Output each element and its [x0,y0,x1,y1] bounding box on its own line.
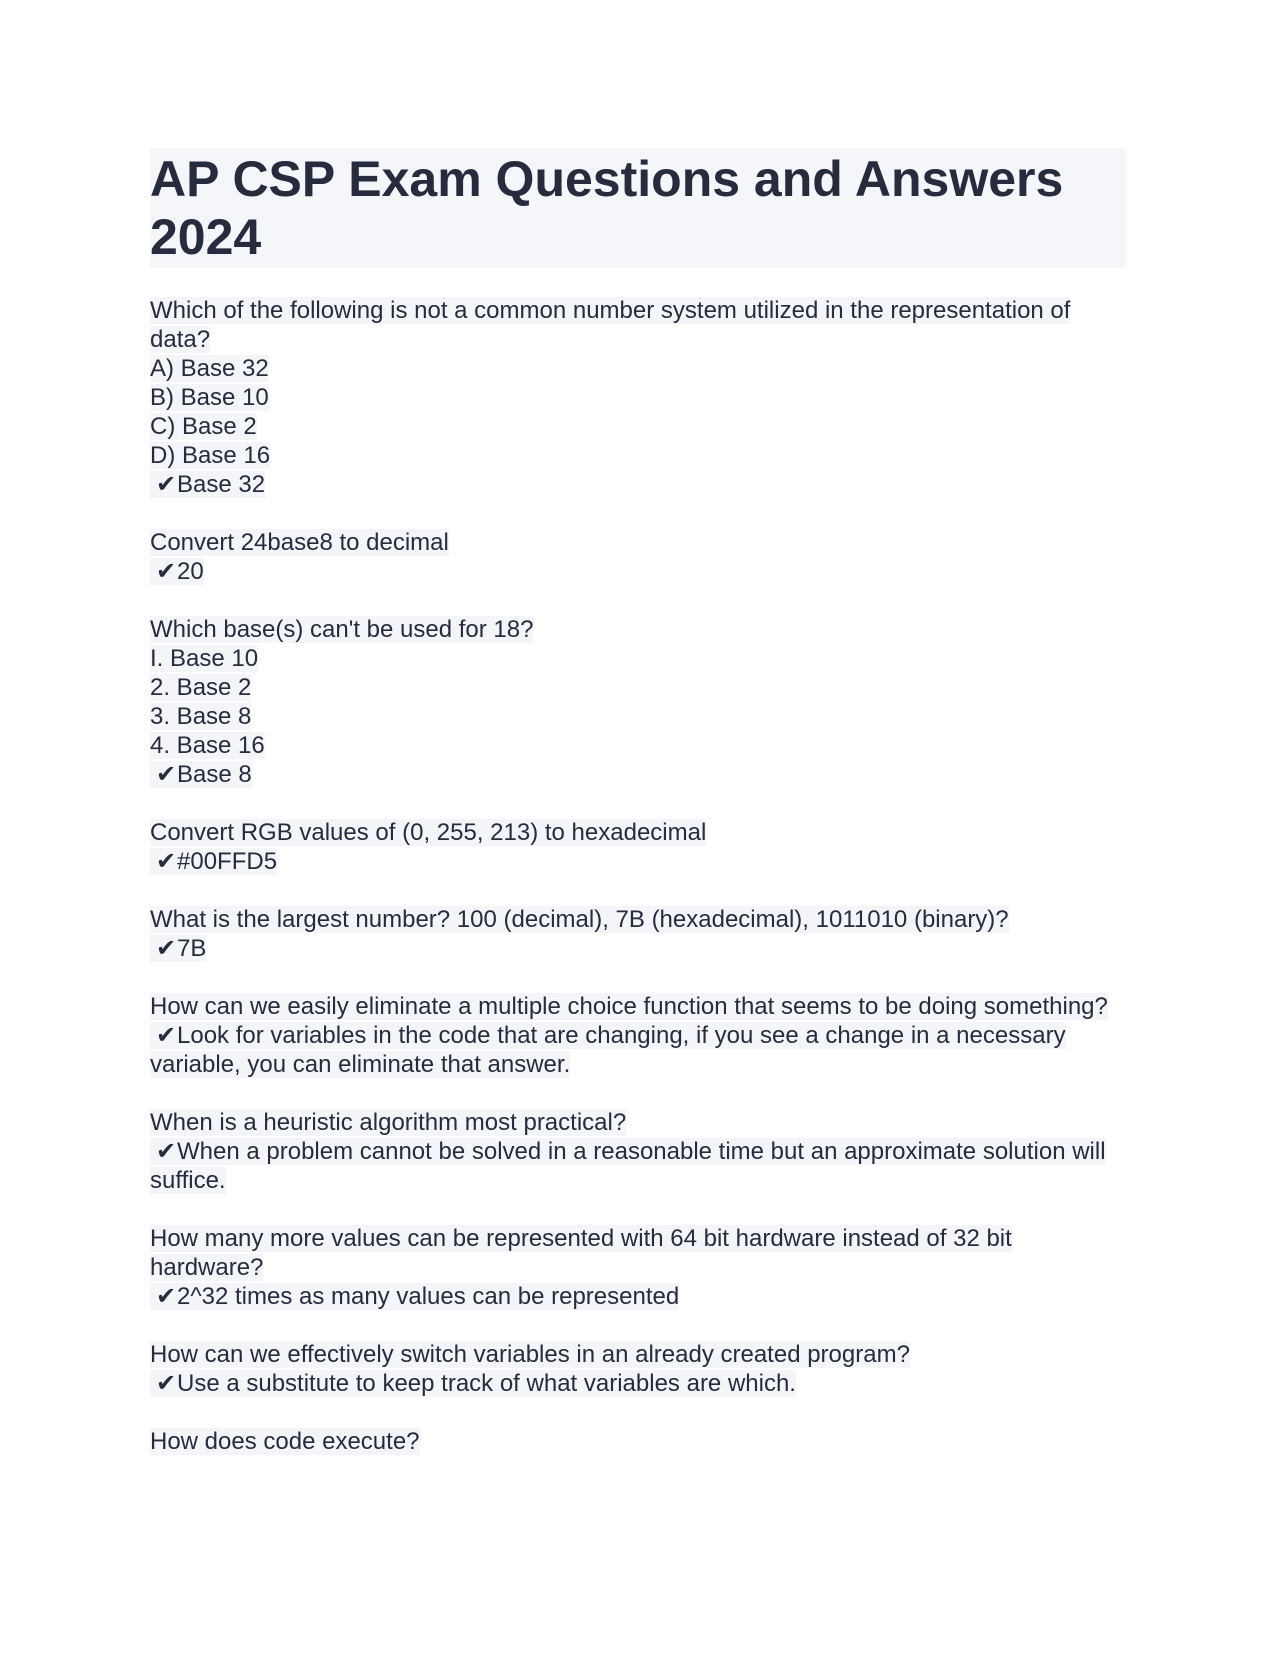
answer-option: I. Base 10 [150,645,259,672]
answer-text: Look for variables in the code that are changing, if you see a change in a necessary variable, you can eliminate that answer. [150,1022,1066,1078]
qa-item [150,1427,1126,1456]
question-text: What is the largest number? 100 (decimal), 7B (hexadecimal), 1011010 (binary)? [150,906,1009,933]
answer-text: 2^32 times as many values can be represented [177,1283,680,1310]
qa-item [150,905,1126,963]
checkmark-icon: ✔ [156,848,177,875]
checkmark-icon: ✔ [156,558,177,585]
question-text: How many more values can be represented with 64 bit hardware instead of 32 bit hardware? [150,1225,1012,1281]
document-page [150,148,1126,1485]
question-text: Which of the following is not a common number system utilized in the representation of data? [150,297,1071,353]
answer-option: B) Base 10 [150,384,269,411]
checkmark-icon: ✔ [156,1370,177,1397]
answer-option: 3. Base 8 [150,703,252,730]
qa-item [150,1224,1126,1311]
answer-line [150,847,1126,876]
checkmark-icon: ✔ [156,471,177,498]
answer-line [150,470,1126,499]
answer-text: 7B [177,935,207,962]
question-text: Convert RGB values of (0, 255, 213) to hexadecimal [150,819,707,846]
answer-line [150,934,1126,963]
answer-line [150,557,1126,586]
checkmark-icon: ✔ [156,935,177,962]
answer-text: 20 [177,558,204,585]
question-text: When is a heuristic algorithm most practical? [150,1109,627,1136]
answer-text: Base 8 [177,761,252,788]
question-text: How can we easily eliminate a multiple choice function that seems to be doing something? [150,993,1108,1020]
title-box [150,148,1126,268]
answer-option: D) Base 16 [150,442,271,469]
page-title: AP CSP Exam Questions and Answers 2024 [150,151,1064,265]
qa-item [150,296,1126,499]
answer-text: Use a substitute to keep track of what variables are which. [177,1370,796,1397]
qa-list [150,296,1126,1456]
answer-line [150,1021,1126,1079]
answer-line [150,1282,1126,1311]
checkmark-icon: ✔ [156,761,177,788]
qa-item [150,1340,1126,1398]
question-text: Which base(s) can't be used for 18? [150,616,534,643]
qa-item [150,818,1126,876]
answer-option: 2. Base 2 [150,674,252,701]
qa-item [150,992,1126,1079]
qa-item [150,1108,1126,1195]
answer-text: #00FFD5 [177,848,278,875]
question-text: How does code execute? [150,1428,420,1455]
qa-item [150,615,1126,789]
checkmark-icon: ✔ [156,1138,177,1165]
checkmark-icon: ✔ [156,1283,177,1310]
answer-line [150,1369,1126,1398]
question-text: Convert 24base8 to decimal [150,529,449,556]
answer-text: When a problem cannot be solved in a reasonable time but an approximate solution will suffice. [150,1138,1106,1194]
answer-line [150,760,1126,789]
question-text: How can we effectively switch variables in an already created program? [150,1341,910,1368]
answer-option: A) Base 32 [150,355,269,382]
answer-option: C) Base 2 [150,413,257,440]
answer-option: 4. Base 16 [150,732,265,759]
checkmark-icon: ✔ [156,1022,177,1049]
answer-line [150,1137,1126,1195]
answer-text: Base 32 [177,471,266,498]
qa-item [150,528,1126,586]
